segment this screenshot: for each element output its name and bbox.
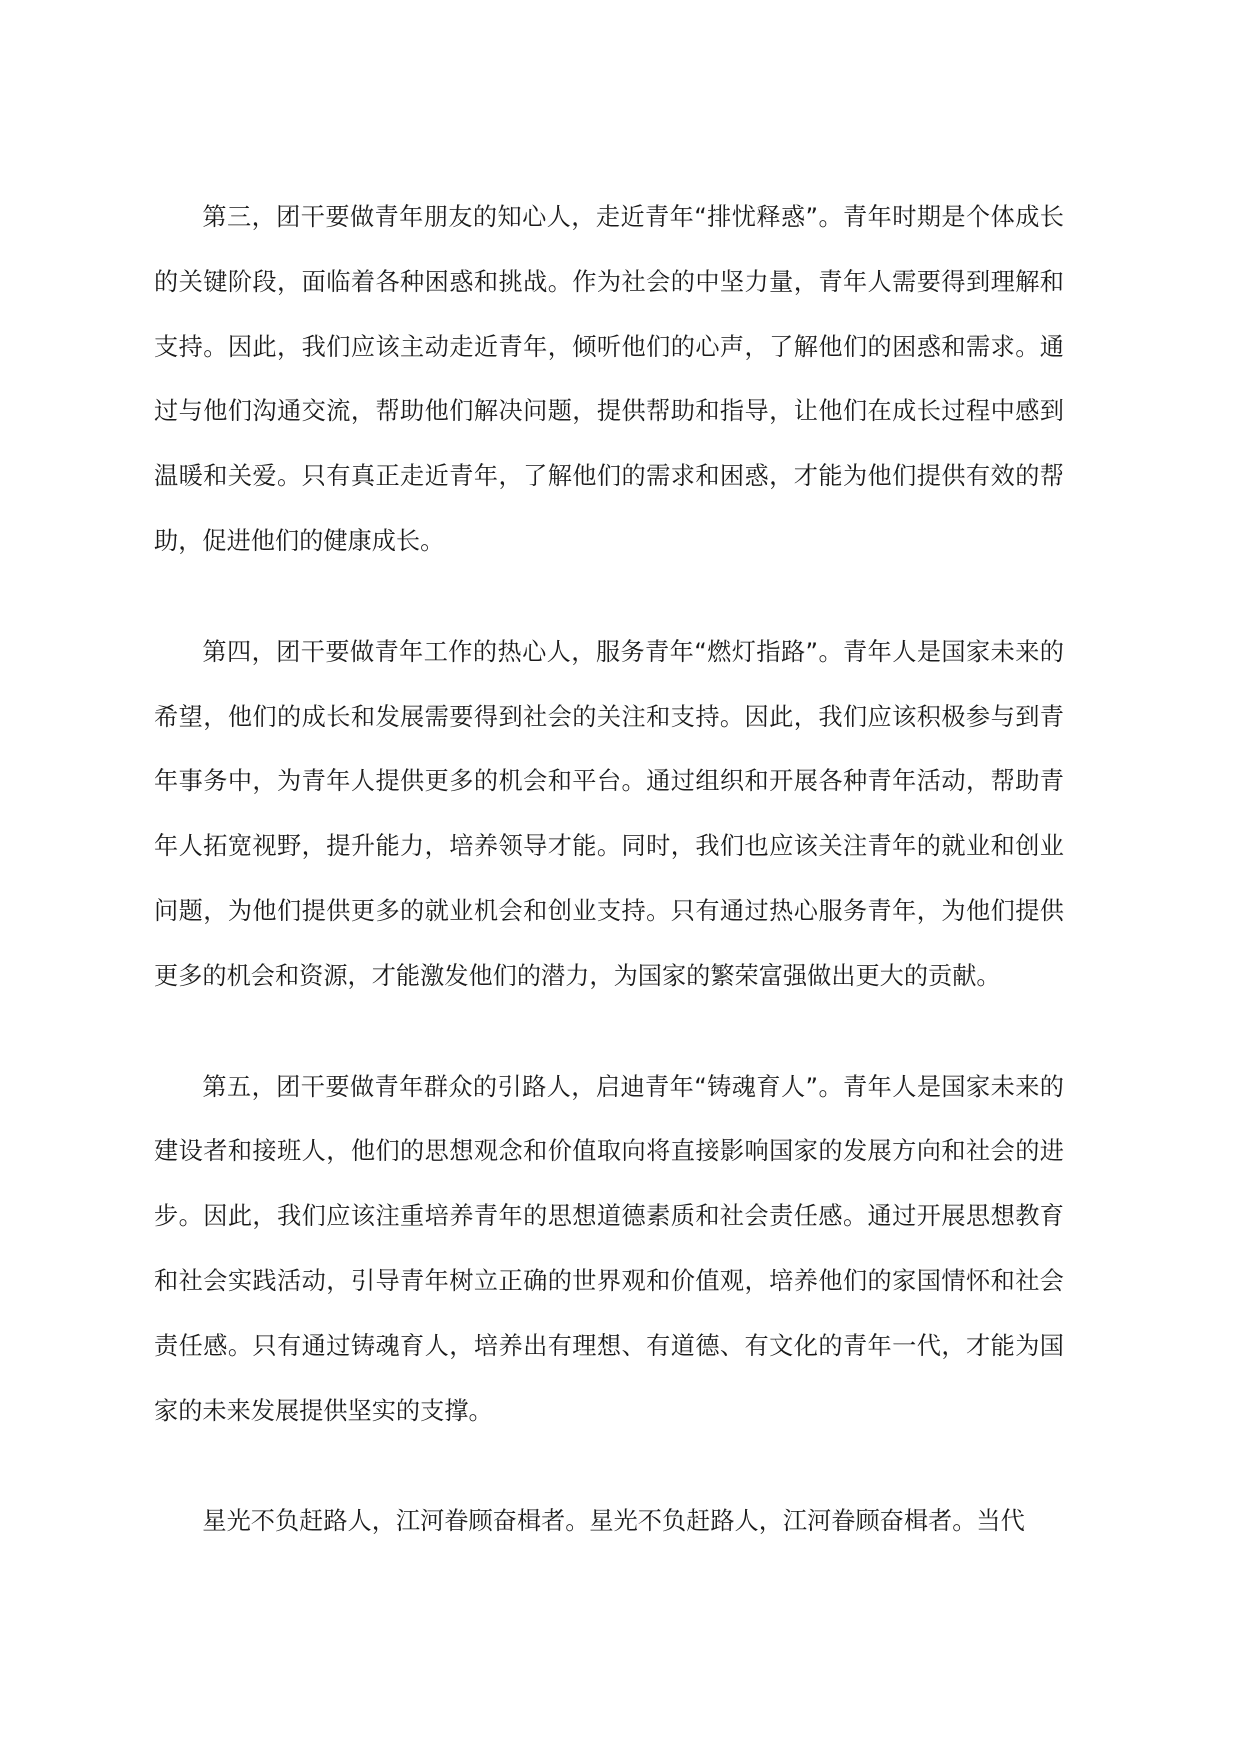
paragraph-closing: 星光不负赶路人，江河眷顾奋楫者。星光不负赶路人，江河眷顾奋楫者。当代: [202, 1507, 1025, 1536]
paragraph-fourth-point: 第四，团干要做青年工作的热心人，服务青年“燃灯指路”。青年人是国家未来的希望，他们的成长和发展需要得到社会的关注和支持。因此，我们应该积极参与到青年事务中，为青年人提供更多的机会和平台。通过组织和开展各种青年活动，帮助青年人拓宽视野，提升能力，培养领导才能。同时，我们也应该关注青年的就业和创业问题，为他们提供更多的就业机会和创业支持。只有通过热心服务青年，为他们提供更多的机会和资源，才能激发他们的潜力，为国家的繁荣富强做出更大的贡献。: [154, 637, 1064, 990]
paragraph-third-point: 第三，团干要做青年朋友的知心人，走近青年“排忧释惑”。青年时期是个体成长的关键阶段，面临着各种困惑和挑战。作为社会的中坚力量，青年人需要得到理解和支持。因此，我们应该主动走近青年，倾听他们的心声，了解他们的困惑和需求。通过与他们沟通交流，帮助他们解决问题，提供帮助和指导，让他们在成长过程中感到温暖和关爱。只有真正走近青年，了解他们的需求和困惑，才能为他们提供有效的帮助，促进他们的健康成长。: [154, 203, 1064, 555]
paragraph-fifth-point: 第五，团干要做青年群众的引路人，启迪青年“铸魂育人”。青年人是国家未来的建设者和接班人，他们的思想观念和价值取向将直接影响国家的发展方向和社会的进步。因此，我们应该注重培养青年的思想道德素质和社会责任感。通过开展思想教育和社会实践活动，引导青年树立正确的世界观和价值观，培养他们的家国情怀和社会责任感。只有通过铸魂育人，培养出有理想、有道德、有文化的青年一代，才能为国家的未来发展提供坚实的支撑。: [154, 1072, 1064, 1425]
document-body: [154, 185, 1064, 1600]
